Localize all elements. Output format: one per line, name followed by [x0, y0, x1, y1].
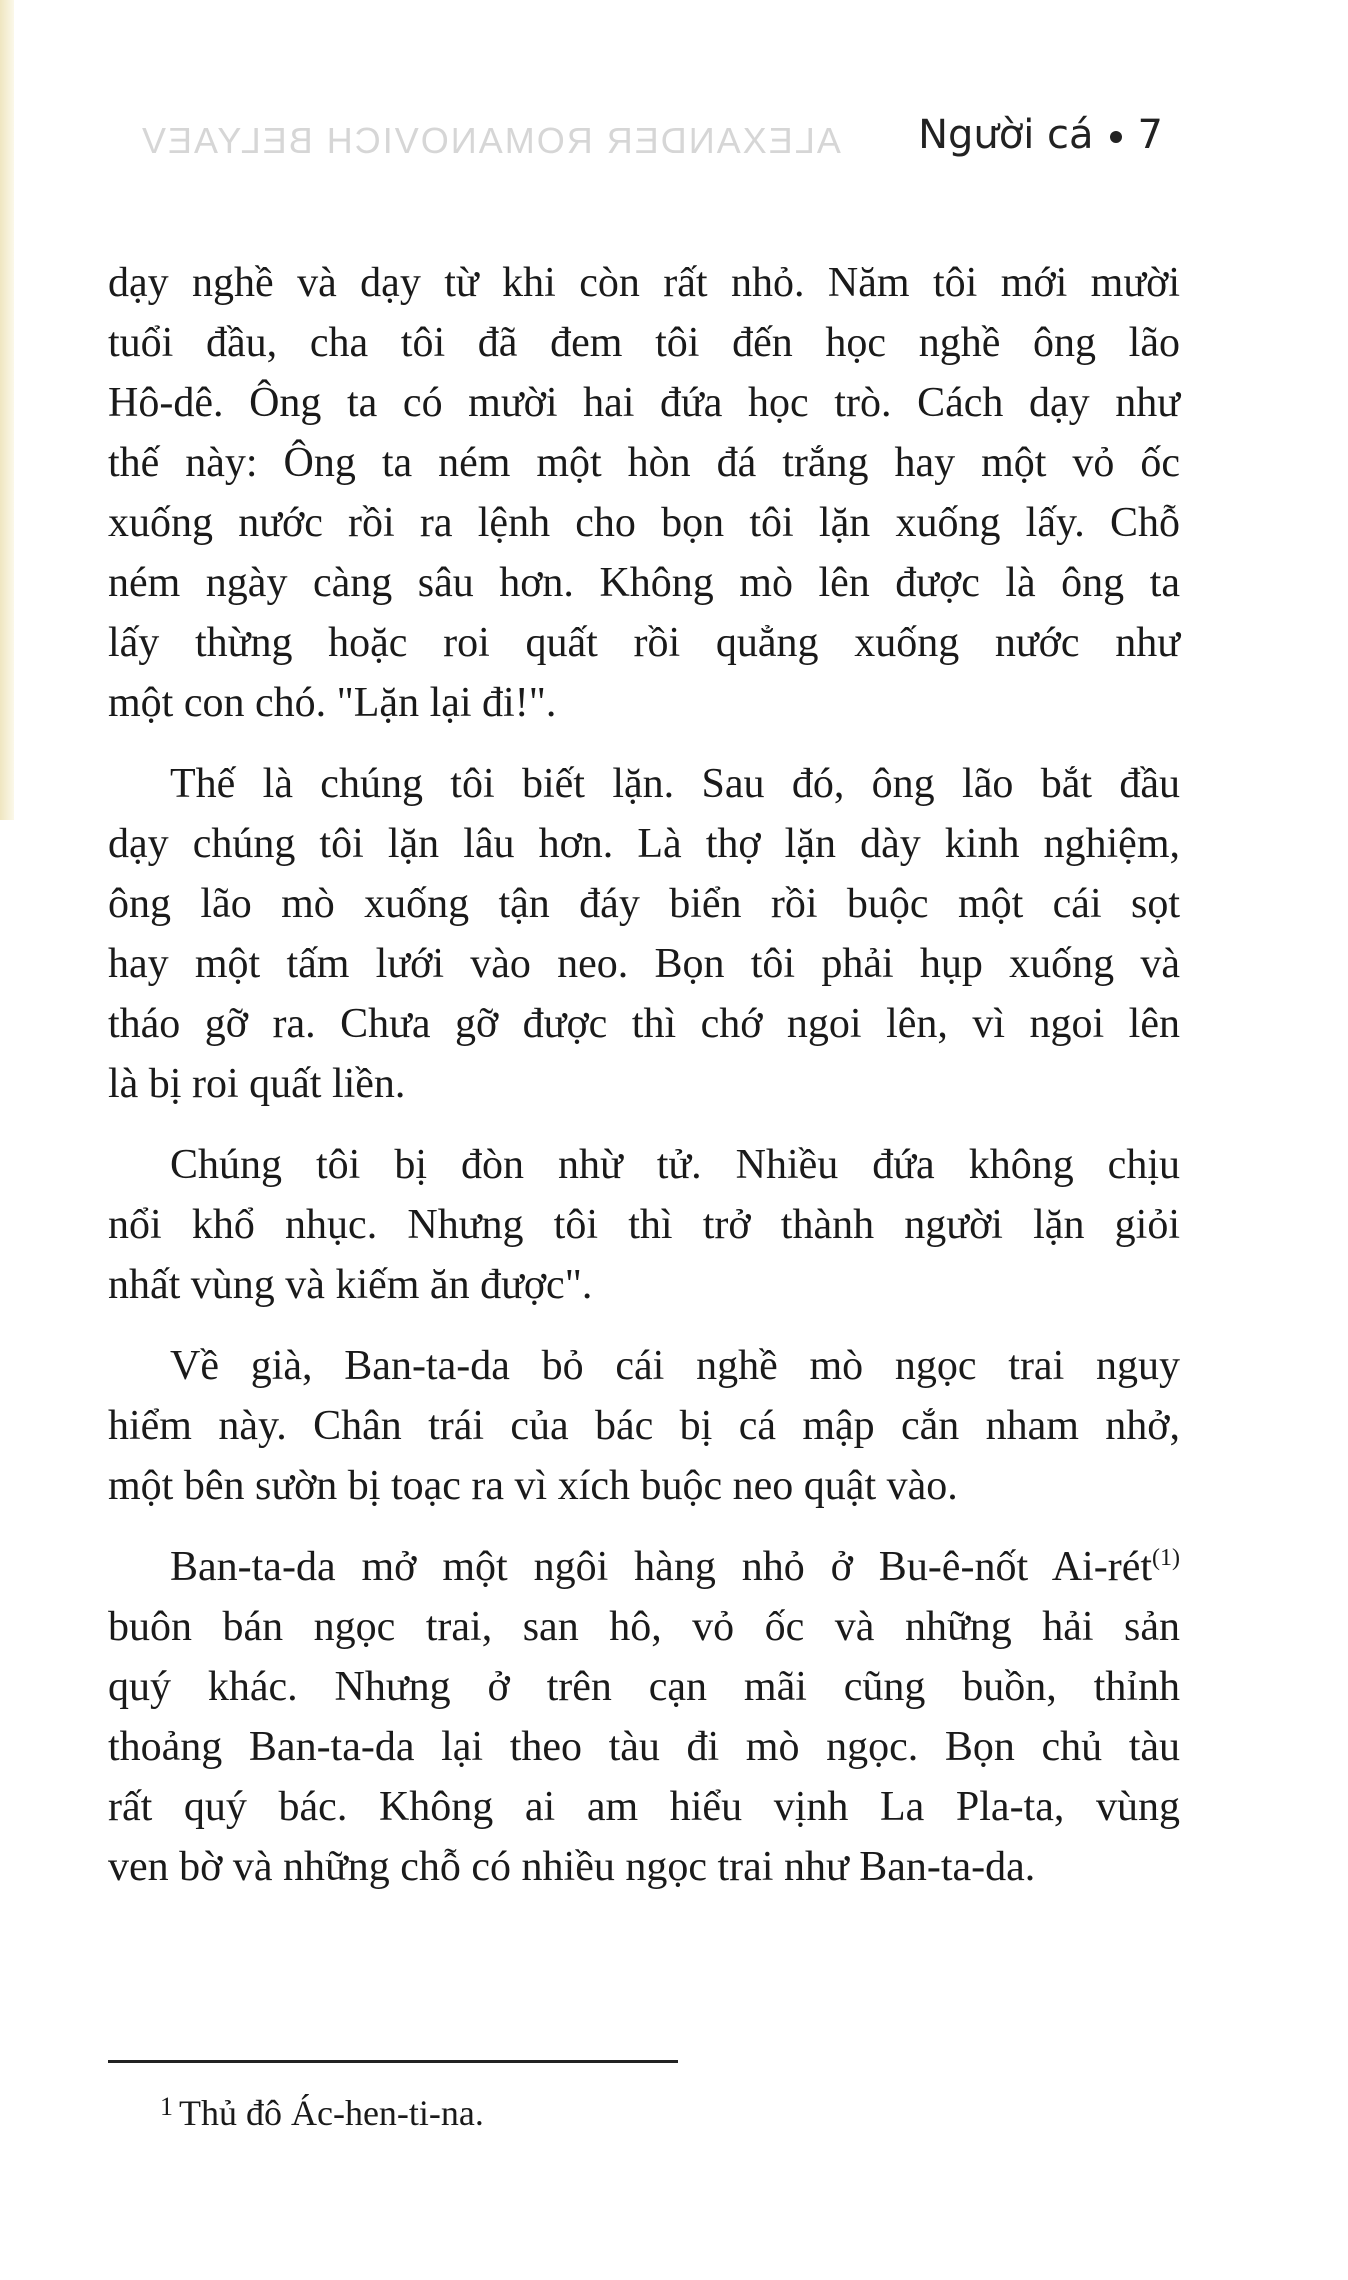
text-line: một con chó. "Lặn lại đi!". [108, 680, 557, 726]
text-line: lấy thừng hoặc roi quất rồi quẳng xuống nước như [108, 620, 1180, 666]
text-line: ven bờ và những chỗ có nhiều ngọc trai như Ban-ta-da. [108, 1844, 1036, 1890]
paragraph [108, 1537, 1180, 1897]
text-line: ném ngày càng sâu hơn. Không mò lên được là ông ta [108, 560, 1180, 606]
page-edge [0, 0, 14, 820]
text-line: nhất vùng và kiếm ăn được". [108, 1262, 593, 1308]
book-title: Người cá [918, 112, 1094, 158]
text-line: Thế là chúng tôi biết lặn. Sau đó, ông lão bắt đầu [170, 761, 1180, 807]
paragraph [108, 253, 1180, 733]
page-number: 7 [1137, 112, 1163, 158]
text-line: thoảng Ban-ta-da lại theo tàu đi mò ngọc. Bọn chủ tàu [108, 1724, 1180, 1770]
text-line: ông lão mò xuống tận đáy biển rồi buộc một cái sọt [108, 881, 1180, 927]
footnote-reference: (1) [1152, 1545, 1180, 1571]
paragraph [108, 1135, 1180, 1315]
paragraph [108, 1336, 1180, 1516]
text-line: thế này: Ông ta ném một hòn đá trắng hay một vỏ ốc [108, 440, 1180, 486]
text-line: nổi khổ nhục. Nhưng tôi thì trở thành người lặn giỏi [108, 1202, 1180, 1248]
text-line: quý khác. Nhưng ở trên cạn mãi cũng buồn, thỉnh [108, 1664, 1180, 1710]
text-line: hiểm này. Chân trái của bác bị cá mập cắn nham nhở, [108, 1403, 1180, 1449]
running-header [918, 112, 1163, 158]
text-line: là bị roi quất liền. [108, 1061, 406, 1107]
text-line: hay một tấm lưới vào neo. Bọn tôi phải hụp xuống và [108, 941, 1180, 987]
text-line: rất quý bác. Không ai am hiểu vịnh La Pla-ta, vùng [108, 1784, 1180, 1830]
text-line: Chúng tôi bị đòn nhừ tử. Nhiều đứa không chịu [170, 1142, 1180, 1188]
text-line: dạy nghề và dạy từ khi còn rất nhỏ. Năm tôi mới mười [108, 260, 1180, 306]
text-line: Hô-dê. Ông ta có mười hai đứa học trò. Cách dạy như [108, 380, 1180, 426]
text-line: tuổi đầu, cha tôi đã đem tôi đến học nghề ông lão [108, 320, 1180, 366]
body-text [108, 253, 1180, 1897]
footnote-text: Thủ đô Ác-hen-ti-na. [179, 2093, 484, 2133]
bullet-separator [1110, 131, 1122, 143]
footnote [160, 2092, 484, 2134]
bleed-through-text: ALEXANDER ROMANOVICH BELYAEV [140, 120, 841, 161]
footnote-rule [108, 2060, 678, 2063]
text-line: dạy chúng tôi lặn lâu hơn. Là thợ lặn dày kinh nghiệm, [108, 821, 1180, 867]
text-line: tháo gỡ ra. Chưa gỡ được thì chớ ngoi lên, vì ngoi lên [108, 1001, 1180, 1047]
paragraph [108, 754, 1180, 1114]
text-line: buôn bán ngọc trai, san hô, vỏ ốc và những hải sản [108, 1604, 1180, 1650]
text-line: Ban-ta-da mở một ngôi hàng nhỏ ở Bu-ê-nốt Ai-rét$^{(1)}$ [170, 1544, 1180, 1590]
text-line: một bên sườn bị toạc ra vì xích buộc neo quật vào. [108, 1463, 958, 1509]
footnote-number: 1 [160, 2092, 173, 2121]
text-line: Về già, Ban-ta-da bỏ cái nghề mò ngọc trai nguy [170, 1343, 1180, 1389]
text-line: xuống nước rồi ra lệnh cho bọn tôi lặn xuống lấy. Chỗ [108, 500, 1180, 546]
